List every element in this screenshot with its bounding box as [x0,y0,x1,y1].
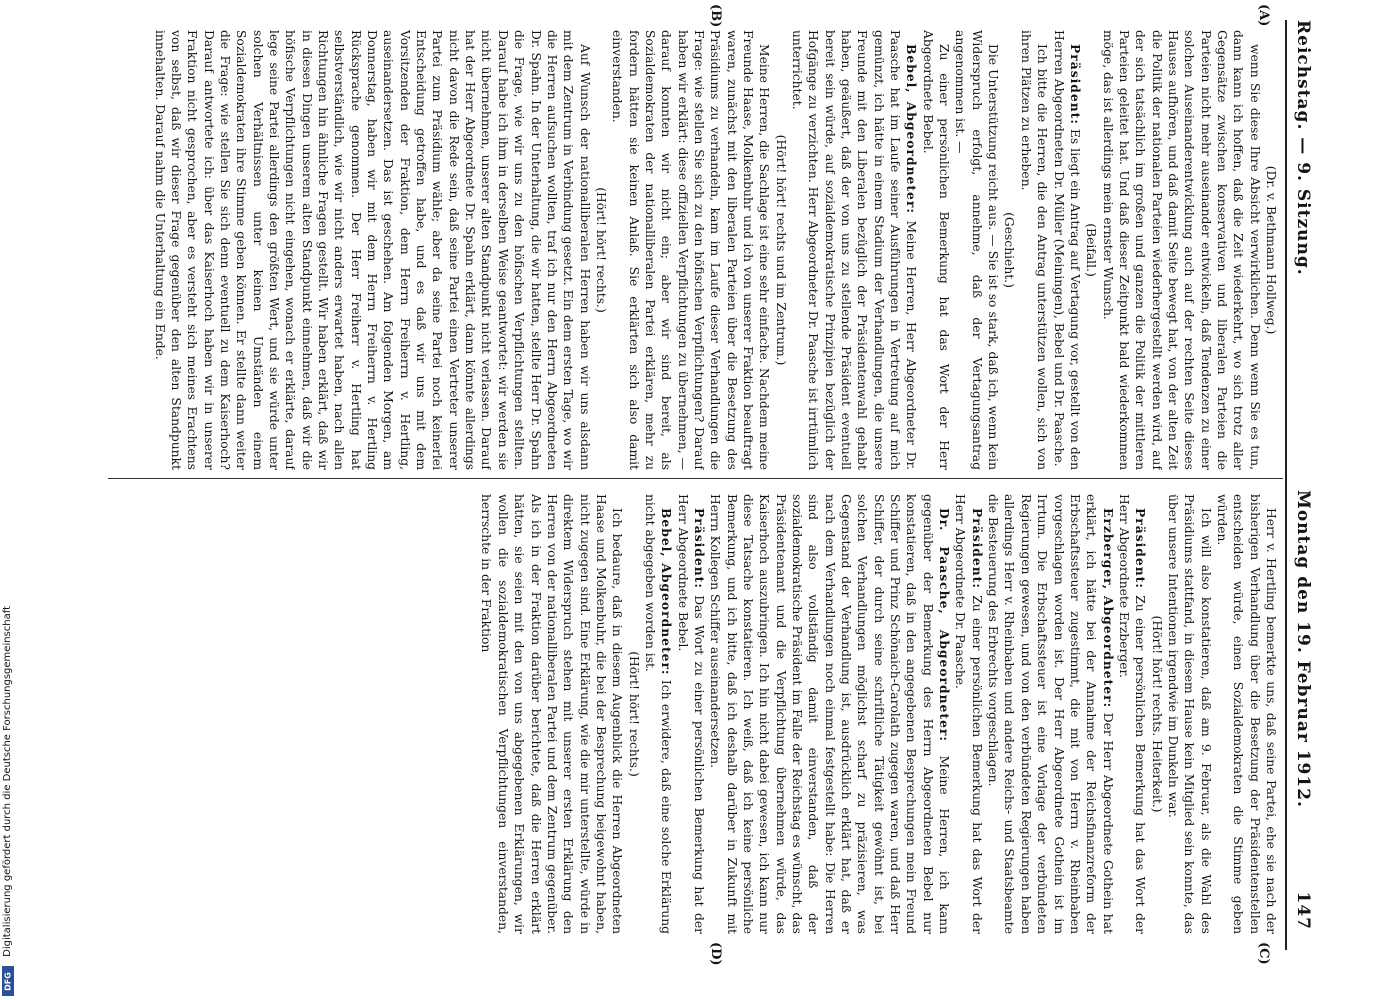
speaker-name: Präsident: [969,508,985,589]
margin-letter-d: (D) [708,942,723,966]
speaker-name: Bebel, Abgeordneter: [659,508,675,676]
header-date: Montag den 19. Februar 1912. [1293,490,1313,808]
paragraph: (Hört! hört! rechts.) [626,651,641,777]
page-number: 147 [1293,891,1313,930]
paragraph: Herr v. Hertling bemerkte uns, daß seine Partei, ehe sie nach der bisherigen Verhandlung über die Besetzung der Präsidentenstellen entscheiden würde, einen Sozialdemokraten die Stimme geben würden. [1214,494,1278,934]
funding-notice [2,606,14,962]
speaker-name: Präsident: [1133,508,1149,589]
paragraph: Ich bedaure, daß in diesem Augenblick die Herren Abgeordneten Haase und Molkenbuhr, die bei der Besprechung beigewohnt haben, nicht zugegen sind. Eine Erklärung, wie die mir unterstellte, würde in direktem Widerspruch stehen mit unserer ersten Erklärung den Herren von der nationalliberalen Partei und dem Zentrum gegenüber. Als ich in der Fraktion darüber berichtete, daß die Herren erklärt hätten, sie seien mit den von uns abgegebenen Erklärungen, wir wollen die sozialdemokratischen Verpflichtungen einverstanden, herrschte in der Fraktion [479,494,625,934]
paragraph: Präsident: Es liegt ein Antrag auf Vertagung vor, gestellt von den Herren Abgeordneten Dr. Müller (Meiningen), Bebel und Dr. Paasche. [1051,30,1083,470]
paragraph: Erzberger, Abgeordneter: Der Herr Abgeordnete Gothein hat erklärt, ich hätte bei der Annahme der Reichsfinanzreform der Erbschaftssteuer zugestimmt, die mit von Herrn v. Rheinbaben vorgeschlagen worden ist. Der Herr Abgeordnete Gothein ist im Irrtum. Die Erbschaftssteuer ist eine Vorlage der verbündeten Regierungen gewesen, und von den verbündeten Regierungen haben allerdings Herr v. Rheinbaben und andere Reichs- und Staatsbeamte die Besteuerung des Erbrechts vorgeschlagen. [986,494,1116,934]
paragraph: Die Unterstützung reicht aus. — Sie ist so stark, daß ich, wenn kein Widerspruch erfolgt, annehme, daß der Vertagungsantrag angenommen ist. — [953,30,1001,470]
speaker-name: Bebel, Abgeordneter: [904,44,920,214]
margin-letter-c: (C) [1256,942,1271,965]
paragraph: Ich bitte die Herren, die den Antrag unterstützen wollen, sich von ihren Plätzen zu erheben. [1018,30,1050,470]
paragraph: (Hört! hört! rechts.) [593,187,608,313]
right-column [111,494,1279,934]
speaker-name: Präsident: [1067,44,1083,125]
funding-strip [0,0,16,1000]
column-divider [108,478,1283,479]
funding-notice-text: Digitalisierung gefördert durch die Deutsche Forschungsgemeinschaft [2,606,13,957]
speaker-heading: (Dr. v. Bethmann Hollweg.) [1264,165,1278,335]
speaker-name: Dr. Paasche, Abgeordneter: [937,508,953,742]
left-column [111,30,1279,470]
paragraph: Ich will also konstatieren, daß am 9. Februar, als die Wahl des Präsidiums stattfand, in diesem Hause kein Mitglied sein konnte, das über unsere Intentionen irgendwie im Dunkeln war. [1165,494,1213,934]
margin-letter-b: (B) [708,4,723,28]
paragraph: Präsident: Zu einer persönlichen Bemerkung hat das Wort der Herr Abgeordnete Erzberger. [1116,494,1149,934]
paragraph: Bebel, Abgeordneter: Meine Herren, Herr Abgeordneter Dr. Paasche hat im Laufe seiner Ausführungen in Vertretung auf mich gemünzt, ich hätte in einem Stadium der Verhandlungen, die unsere Freunde mit den Liberalen bezüglich der Präsidentenwahl gehabt haben, geäußert, daß der von uns zu stellende Präsident eventuell bereit sein würde, auf sozialdemokratische Prinzipien bezüglich der Hofgänge zu verzichten. Herr Abgeordneter Dr. Paasche ist irrtümlich unterrichtet. [790,30,920,470]
paragraph: wenn Sie diese Ihre Absicht verwirklichen. Denn wenn Sie es tun, dann kann ich hoffen, daß die Zeit wiederkehrt, wo sich trotz aller Gegensätze zwischen konservativen und liberalen Parteien die Parteien nicht mehr auseinander entwickeln, daß Tendenzen zu einer solchen Auseinanderentwicklung auch auf der rechten Seite dieses Hauses aufhören, und daß damit Seite bewegt hat, von der alten Zeit die Politik der nationalen Parteien wiederhergestellt werden wird, auf der sich tatsächlich im großen und ganzen die Politik der mittleren Parteien geleitet hat. Und daß dieser Zeitpunkt bald wiederkommen möge, das ist allerdings mein ernster Wunsch. [1100,30,1262,470]
page-header [1285,20,1315,950]
paragraph: Auf Wunsch der nationalliberalen Herren haben wir uns alsdann mit dem Zentrum in Verbindung gesetzt. Ein dem ersten Tage, wo wir die Herren aufsuchen wollten, traf ich nur den Herrn Abgeordneten Dr. Spahn. In der Unterhaltung, die wir hatten, stellte Herr Dr. Spahn die Frage, wie wir uns zu den höfischen Verpflichtungen stellten. Darauf habe ich ihm in derselben Weise geantwortet: wir werden sie nicht übernehmen, unserer alten Standpunkt nicht verlassen. Darauf hat der Herr Abgeordnete Dr. Spahn erklärt, dann könnte allerdings nicht davon die Rede sein, daß seine Partei einen Vertreter unserer Partei zum Präsidium wähle; aber da seine Partei noch keinerlei Entscheidung getroffen habe, und es daß wir uns mit dem Vorsitzenden der Fraktion, dem Herrn Freiherrn v. Hertling, auseinandersetzen. Das ist geschehen. Am folgenden Morgen, am Donnerstag, haben wir mit dem Herrn Freiherrn v. Hertling Rücksprache genommen. Der Herr Freiherr v. Hertling hat selbstverständlich, wie wir nicht anders erwartet haben, nach allen Richtungen hin ähnliche Fragen gestellt. Wir haben erklärt, daß wir in diesen Dingen unserem alten Standpunkt einnehmen, daß wir die höfische Verpflichtungen nicht eingehen, wonach er erklärte, darauf lege seine Partei allerdings den größten Wert, und sie würde unter solchen Verhältnissen unter keinen Umständen einem Sozialdemokraten ihre Stimme geben können. Er stellte dann weiter die Frage: wie stellen Sie sich denn eventuell zu dem Kaiserhoch? Darauf antwortete ich: über das Kaiserhoch haben wir in unserer Fraktion nicht gesprochen, aber es versteht sich meines Erachtens von selbst, daß wir dieser Frage gegenüber den alten Standpunkt innehalten. Darauf nahm die Unterhaltung ein Ende. [152,30,592,470]
paragraph: Meine Herren, die Sachlage ist eine sehr einfache. Nachdem meine Freunde Haase, Molkenbuhr und ich von unserer Fraktion beauftragt waren, zunächst mit den liberalen Parteien über die Besetzung des Präsidiums zu verhandeln, kam im Laufe dieser Verhandlungen die Frage: wie stellen Sie sich zu den höfischen Verpflichtungen? Darauf haben wir erklärt: diese offiziellen Verpflichtungen zu übernehmen, — darauf konnten wir nicht ein; aber wir sind bereit, als Sozialdemokraten der nationalliberalen Partei erklären, mehr zu fordern hätten sie keinen Anlaß. Sie erklärten sich also damit einverstanden. [610,30,772,470]
paragraph: Bebel, Abgeordneter: Ich erwidere, daß eine solche Erklärung nicht abgegeben worden ist. [642,494,675,934]
paragraph: (Geschieht.) [1002,212,1017,288]
paragraph: (Beifall.) [1084,223,1099,277]
margin-letter-a: (A) [1256,4,1271,27]
speaker-name: Erzberger, Abgeordneter: [1100,508,1116,709]
paragraph: (Hört! hört! rechts. Heiterkeit.) [1149,615,1164,813]
dfg-logo-text: DFG [3,972,13,991]
paragraph: (Hört! hört! rechts und im Zentrum.) [773,134,788,366]
dfg-logo-icon [2,966,14,996]
speaker-name: Präsident: [691,508,707,589]
header-left: Reichstag. — 9. Sitzung. [1293,20,1313,276]
paragraph: Präsident: Zu einer persönlichen Bemerkung hat das Wort der Herr Abgeordnete Dr. Paasche. [953,494,985,934]
paragraph: Präsident: Das Wort zu einer persönlichen Bemerkung hat der Herr Abgeordnete Bebel. [675,494,707,934]
paragraph: Zu einer persönlichen Bemerkung hat das Wort der Herr Abgeordnete Bebel. [920,30,952,470]
paragraph: Dr. Paasche, Abgeordneter: Meine Herren, ich kann gegenüber der Bemerkung des Herrn Abgeordneten Bebel nur konstatieren, daß in den angegebenen Besprechungen mein Freund Schiffer und Prinz Schönaich-Carolath zugegen waren, und daß Herr Schiffer, der durch seine schriftliche Tätigkeit gewöhnt ist, bei solchen Verhandlungen möglichst scharf zu präzisieren, was Gegenstand der Verhandlung ist, ausdrücklich erklärt hat, daß er nach dem Verhandlungen noch einmal festgestellt habe: Die Herren sind also vollständig damit einverstanden, daß der sozialdemokratische Präsident im Falle der Reichstag es wünscht, das Präsidentenamt und die Verpflichtung übernehmen würde, das Kaiserhoch auszubringen. Ich hin nicht dabei gewesen, ich kann nur diese Tatsache konstatieren. Ich weiß, daß ich keine persönliche Bemerkung, und ich bitte, daß ich deshalb darüber in Zukunft mit Herrn Kollegen Schiffer auseinandersetzen. [708,494,953,934]
